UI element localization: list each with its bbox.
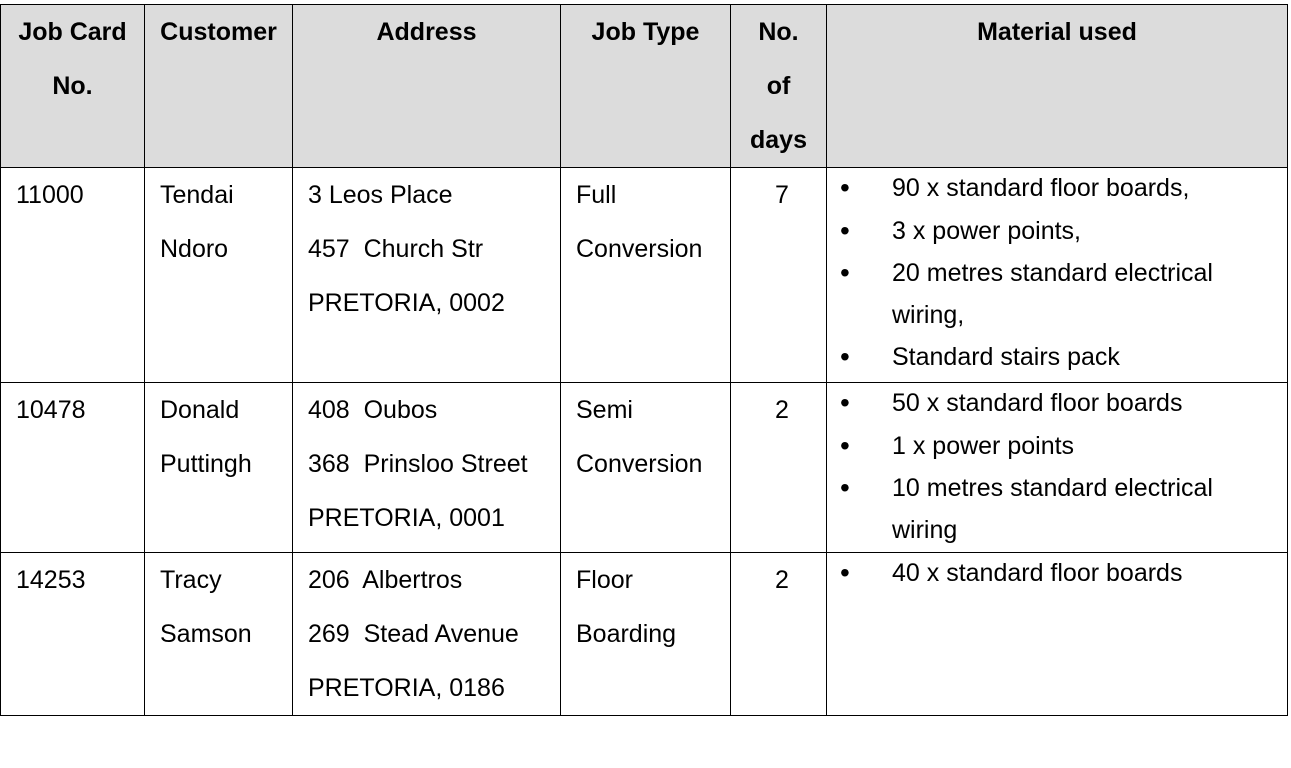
header-customer-label: Customer bbox=[160, 18, 277, 46]
header-days-line3: days bbox=[750, 126, 807, 154]
days-cell bbox=[731, 553, 827, 716]
address-line: PRETORIA, 0186 bbox=[308, 674, 505, 702]
material-cell bbox=[827, 168, 1288, 383]
job-card-cell bbox=[1, 168, 145, 383]
table-row bbox=[1, 553, 1288, 716]
job-type-line: Semi bbox=[576, 396, 633, 424]
header-row bbox=[1, 5, 1288, 168]
job-card-cell bbox=[1, 383, 145, 553]
header-address-label: Address bbox=[376, 18, 477, 46]
address-cell bbox=[293, 553, 561, 716]
customer-cell bbox=[145, 553, 293, 716]
header-address bbox=[293, 5, 561, 168]
days-cell bbox=[731, 383, 827, 553]
material-item bbox=[842, 336, 1279, 379]
material-item bbox=[842, 210, 1279, 253]
job-type-line: Floor bbox=[576, 566, 633, 594]
days-value: 7 bbox=[775, 181, 789, 209]
address-line: PRETORIA, 0002 bbox=[308, 289, 505, 317]
header-days bbox=[731, 5, 827, 168]
material-list bbox=[842, 168, 1279, 379]
material-text: • 20 metres standard electrical bbox=[892, 259, 1213, 287]
material-text: 1 x power points bbox=[892, 431, 1075, 460]
material-text: 40 x standard floor boards bbox=[892, 559, 1183, 587]
material-list bbox=[842, 553, 1279, 595]
customer-last-name: Puttingh bbox=[160, 450, 252, 478]
material-item bbox=[842, 168, 1279, 210]
job-card-number: 11000 bbox=[16, 181, 84, 209]
material-item bbox=[842, 425, 1279, 468]
header-job-type-label: Job Type bbox=[591, 18, 700, 46]
job-type-line: Conversion bbox=[576, 450, 703, 478]
table-row bbox=[1, 383, 1288, 553]
customer-last-name: Ndoro bbox=[160, 235, 229, 263]
address-cell bbox=[293, 383, 561, 553]
header-job-card bbox=[1, 5, 145, 168]
address-cell bbox=[293, 168, 561, 383]
customer-cell bbox=[145, 168, 293, 383]
customer-first-name: Donald bbox=[160, 396, 240, 424]
job-card-cell bbox=[1, 553, 145, 716]
job-type-cell bbox=[561, 553, 731, 716]
customer-last-name: Samson bbox=[160, 620, 252, 648]
job-type-line: Conversion bbox=[576, 235, 703, 263]
table-row bbox=[1, 168, 1288, 383]
address-line: 408 Oubos bbox=[308, 396, 438, 424]
job-type-line: Boarding bbox=[576, 620, 677, 648]
material-list bbox=[842, 383, 1279, 552]
material-item bbox=[842, 252, 1279, 336]
customer-first-name: Tendai bbox=[160, 181, 234, 209]
material-text: • 10 metres standard electrical bbox=[892, 474, 1213, 502]
header-job-card-line1: Job Card bbox=[18, 18, 127, 46]
header-job-card-line2: No. bbox=[52, 72, 93, 100]
job-card-number: 14253 bbox=[16, 566, 86, 594]
address-line: 269 Stead Avenue bbox=[308, 620, 519, 648]
material-text: 90 x standard floor boards, bbox=[892, 174, 1190, 202]
days-cell bbox=[731, 168, 827, 383]
material-text: 3 x power points, bbox=[892, 216, 1081, 245]
header-days-line2: of bbox=[766, 72, 791, 100]
customer-cell bbox=[145, 383, 293, 553]
job-type-cell bbox=[561, 383, 731, 553]
job-card-table bbox=[0, 4, 1288, 716]
days-value: 2 bbox=[775, 396, 789, 424]
material-item bbox=[842, 467, 1279, 551]
job-type-cell bbox=[561, 168, 731, 383]
header-customer bbox=[145, 5, 293, 168]
material-text-continued: wiring bbox=[892, 515, 958, 544]
address-line: PRETORIA, 0001 bbox=[308, 504, 505, 532]
material-text: Standard stairs pack bbox=[892, 343, 1120, 371]
header-material bbox=[827, 5, 1288, 168]
address-line: 457 Church Str bbox=[308, 235, 484, 263]
address-line: 368 Prinsloo Street bbox=[308, 450, 528, 478]
material-text: 50 x standard floor boards bbox=[892, 389, 1183, 417]
days-value: 2 bbox=[775, 566, 789, 594]
address-line: 206 Albertros bbox=[308, 566, 463, 594]
job-type-line: Full bbox=[576, 181, 617, 209]
material-item bbox=[842, 553, 1279, 595]
header-job-type bbox=[561, 5, 731, 168]
customer-first-name: Tracy bbox=[160, 566, 222, 594]
material-cell bbox=[827, 553, 1288, 716]
address-line: 3 Leos Place bbox=[308, 181, 453, 209]
material-item bbox=[842, 383, 1279, 425]
material-text-continued: wiring, bbox=[892, 300, 965, 329]
job-card-number: 10478 bbox=[16, 396, 86, 424]
material-cell bbox=[827, 383, 1288, 553]
header-days-line1: No. bbox=[758, 18, 799, 46]
header-material-label: Material used bbox=[977, 18, 1137, 46]
